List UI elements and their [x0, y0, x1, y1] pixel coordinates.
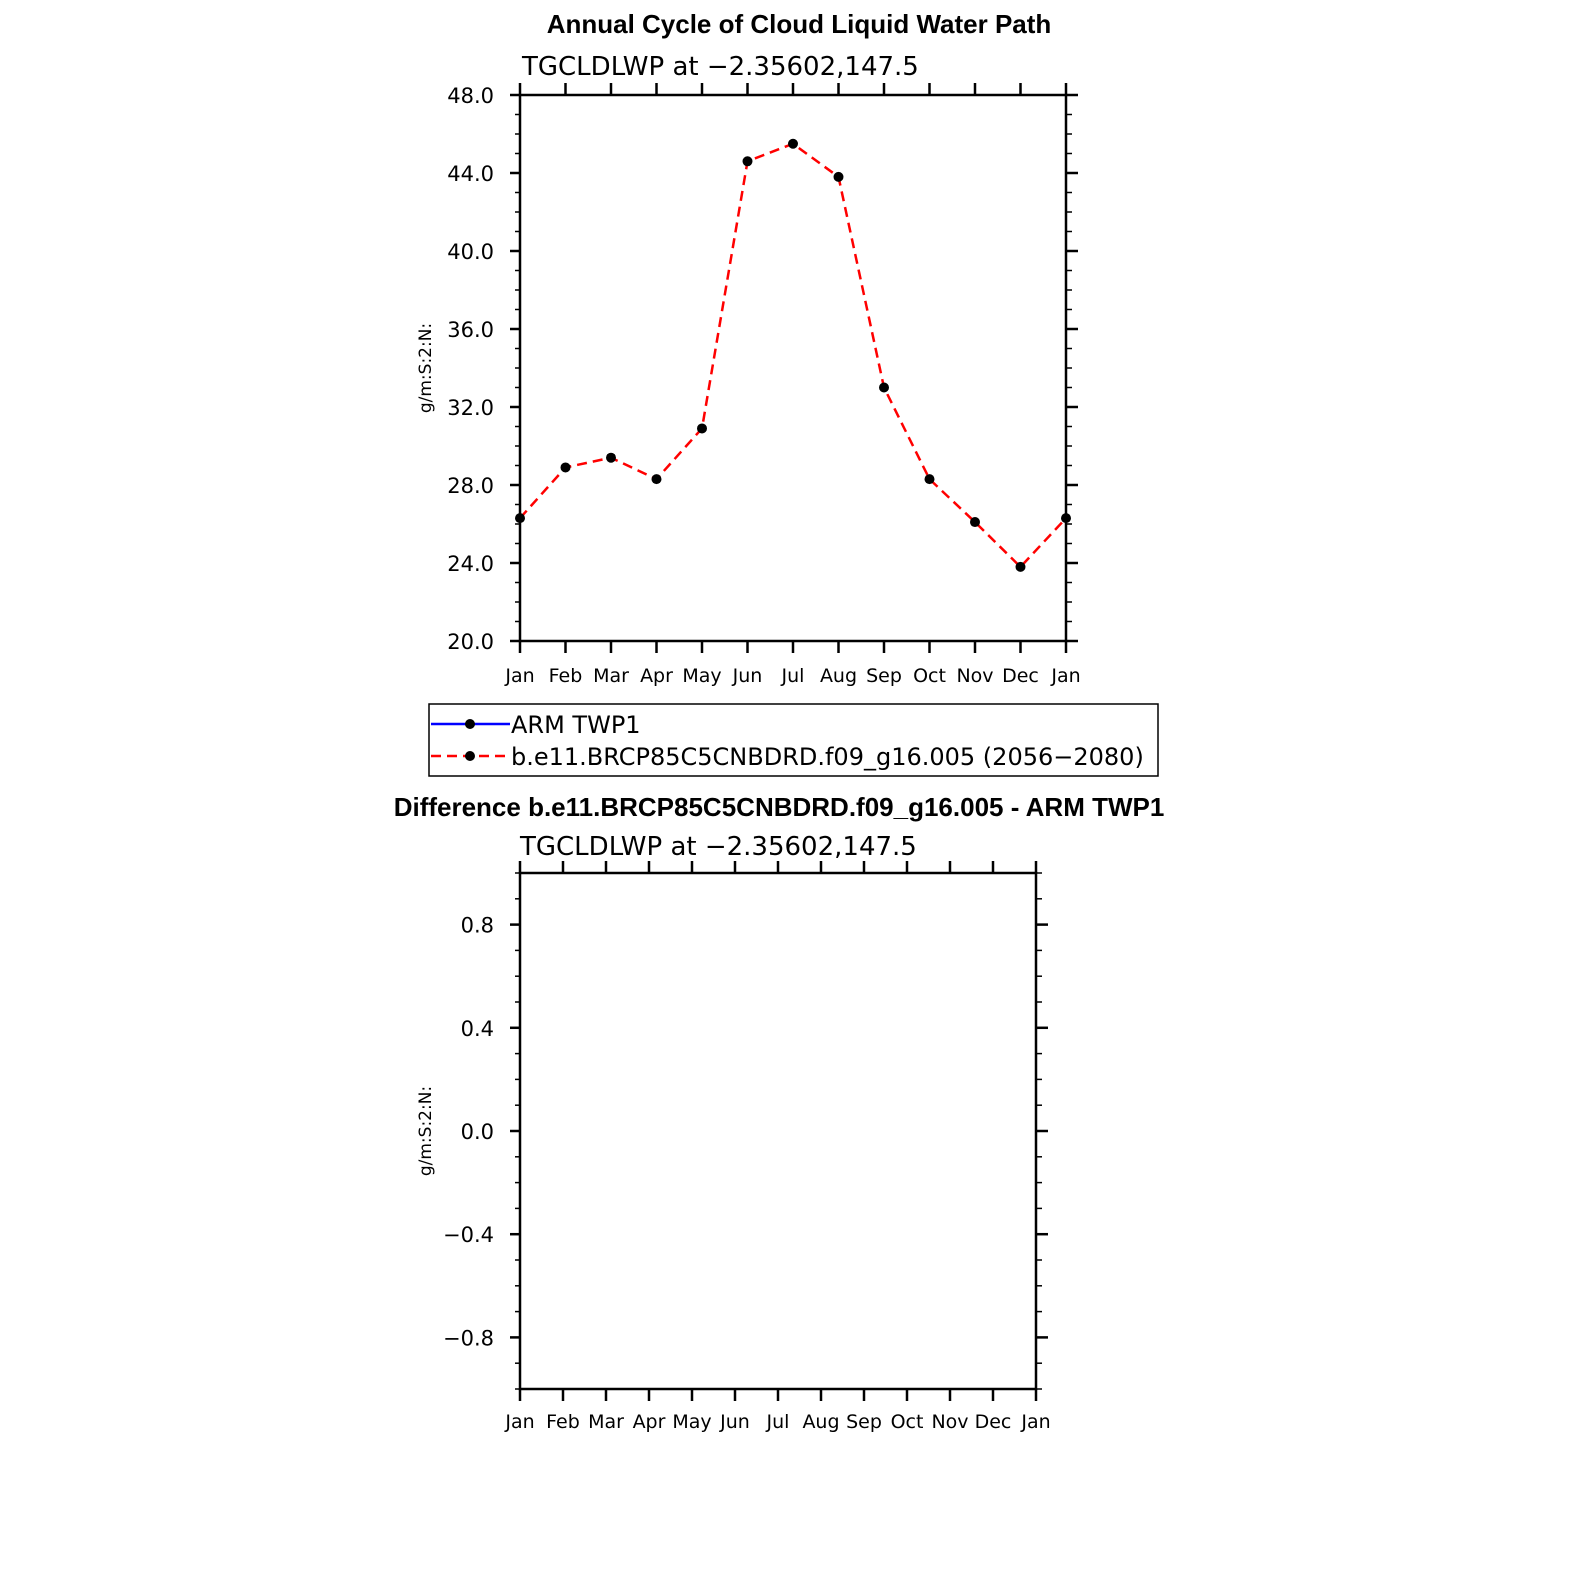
- chart2-ylabel: g/m:S:2:N:: [416, 1085, 436, 1177]
- chart2-subtitle: TGCLDLWP at −2.35602,147.5: [520, 832, 917, 862]
- chart2-xtick-label: Feb: [546, 1411, 580, 1433]
- chart1-xtick-label: Jun: [732, 665, 763, 687]
- chart1-subtitle: TGCLDLWP at −2.35602,147.5: [522, 52, 919, 82]
- chart2-xtick-label: Jan: [1021, 1411, 1051, 1433]
- chart1-ytick-label: 32.0: [447, 396, 494, 420]
- chart1-ylabel: g/m:S:2:N:: [416, 322, 436, 414]
- chart1-data-point: [652, 474, 662, 484]
- chart1-xtick-label: Feb: [548, 665, 583, 687]
- chart1-xtick-label: Oct: [913, 665, 946, 687]
- legend-marker-arm: [465, 719, 475, 729]
- chart2-xtick-label: Jul: [766, 1411, 790, 1433]
- chart2-title: Difference b.e11.BRCP85C5CNBDRD.f09_g16.005 - ARM TWP1: [393, 792, 1165, 822]
- chart1-xtick-label: Aug: [819, 665, 858, 687]
- chart2-xtick-label: Sep: [846, 1411, 882, 1433]
- chart1-xtick-label: Jan: [1051, 665, 1081, 687]
- chart2-xtick-label: Apr: [632, 1411, 666, 1433]
- chart2-plot-frame: [520, 873, 1036, 1389]
- chart1-y-axis: [447, 84, 1078, 654]
- legend-label-arm: ARM TWP1: [511, 711, 641, 739]
- chart1-ytick-label: 44.0: [447, 162, 494, 186]
- chart1-data-point: [515, 513, 525, 523]
- chart1-xtick-label: Sep: [866, 665, 902, 687]
- chart2-xtick-label: May: [672, 1411, 712, 1433]
- chart2-ytick-label: 0.0: [460, 1120, 494, 1144]
- chart1-data-point: [561, 462, 571, 472]
- legend-label-model: b.e11.BRCP85C5CNBDRD.f09_g16.005 (2056−2080): [511, 743, 1144, 771]
- chart1-data-point: [970, 517, 980, 527]
- chart1-series-layer: [515, 139, 1071, 572]
- chart1-xtick-label: Nov: [956, 665, 994, 687]
- chart1-xtick-label: Dec: [1002, 665, 1039, 687]
- chart1-ytick-label: 40.0: [447, 240, 494, 264]
- chart1-plot-frame: [520, 95, 1066, 641]
- chart2-ytick-label: 0.8: [460, 913, 494, 938]
- chart1-data-point: [1061, 513, 1071, 523]
- chart1-data-point: [1016, 562, 1026, 572]
- chart1-data-point: [834, 172, 844, 182]
- chart1-xtick-label: Jan: [505, 665, 535, 687]
- chart1-ytick-label: 20.0: [447, 630, 494, 654]
- chart2-ytick-label: 0.4: [460, 1016, 494, 1041]
- chart1-xtick-label: May: [682, 665, 722, 687]
- chart1-ytick-label: 24.0: [447, 552, 494, 576]
- annual-cycle-chart: [416, 9, 1081, 687]
- legend: [429, 704, 1158, 776]
- chart1-xtick-label: Apr: [640, 665, 673, 687]
- chart1-xtick-label: Mar: [593, 665, 629, 687]
- chart2-ytick-label: −0.8: [443, 1326, 494, 1351]
- chart1-data-point: [879, 383, 889, 393]
- chart2-xtick-label: Jun: [720, 1411, 750, 1433]
- chart2-xtick-label: Jan: [505, 1411, 535, 1433]
- chart1-data-point: [697, 423, 707, 433]
- chart1-data-point: [606, 453, 616, 463]
- chart1-ytick-label: 48.0: [447, 84, 494, 108]
- chart2-y-axis: [443, 873, 1048, 1389]
- difference-chart: [394, 792, 1165, 1433]
- chart1-ytick-label: 36.0: [447, 318, 494, 342]
- chart1-ytick-label: 28.0: [447, 474, 494, 498]
- legend-marker-model: [465, 751, 475, 761]
- chart1-series-line-1: [520, 144, 1066, 567]
- chart2-x-axis: [504, 861, 1050, 1433]
- chart1-data-point: [788, 139, 798, 149]
- chart1-data-point: [925, 474, 935, 484]
- chart2-xtick-label: Mar: [588, 1411, 624, 1433]
- chart2-xtick-label: Nov: [931, 1411, 969, 1433]
- chart1-x-axis: [504, 83, 1080, 687]
- chart2-xtick-label: Dec: [974, 1411, 1012, 1433]
- chart1-xtick-label: Jul: [781, 665, 805, 687]
- chart1-data-point: [743, 156, 753, 166]
- chart2-ytick-label: −0.4: [443, 1223, 494, 1248]
- chart1-title: Annual Cycle of Cloud Liquid Water Path: [546, 9, 1052, 39]
- chart2-xtick-label: Aug: [802, 1411, 840, 1433]
- chart2-xtick-label: Oct: [890, 1411, 924, 1433]
